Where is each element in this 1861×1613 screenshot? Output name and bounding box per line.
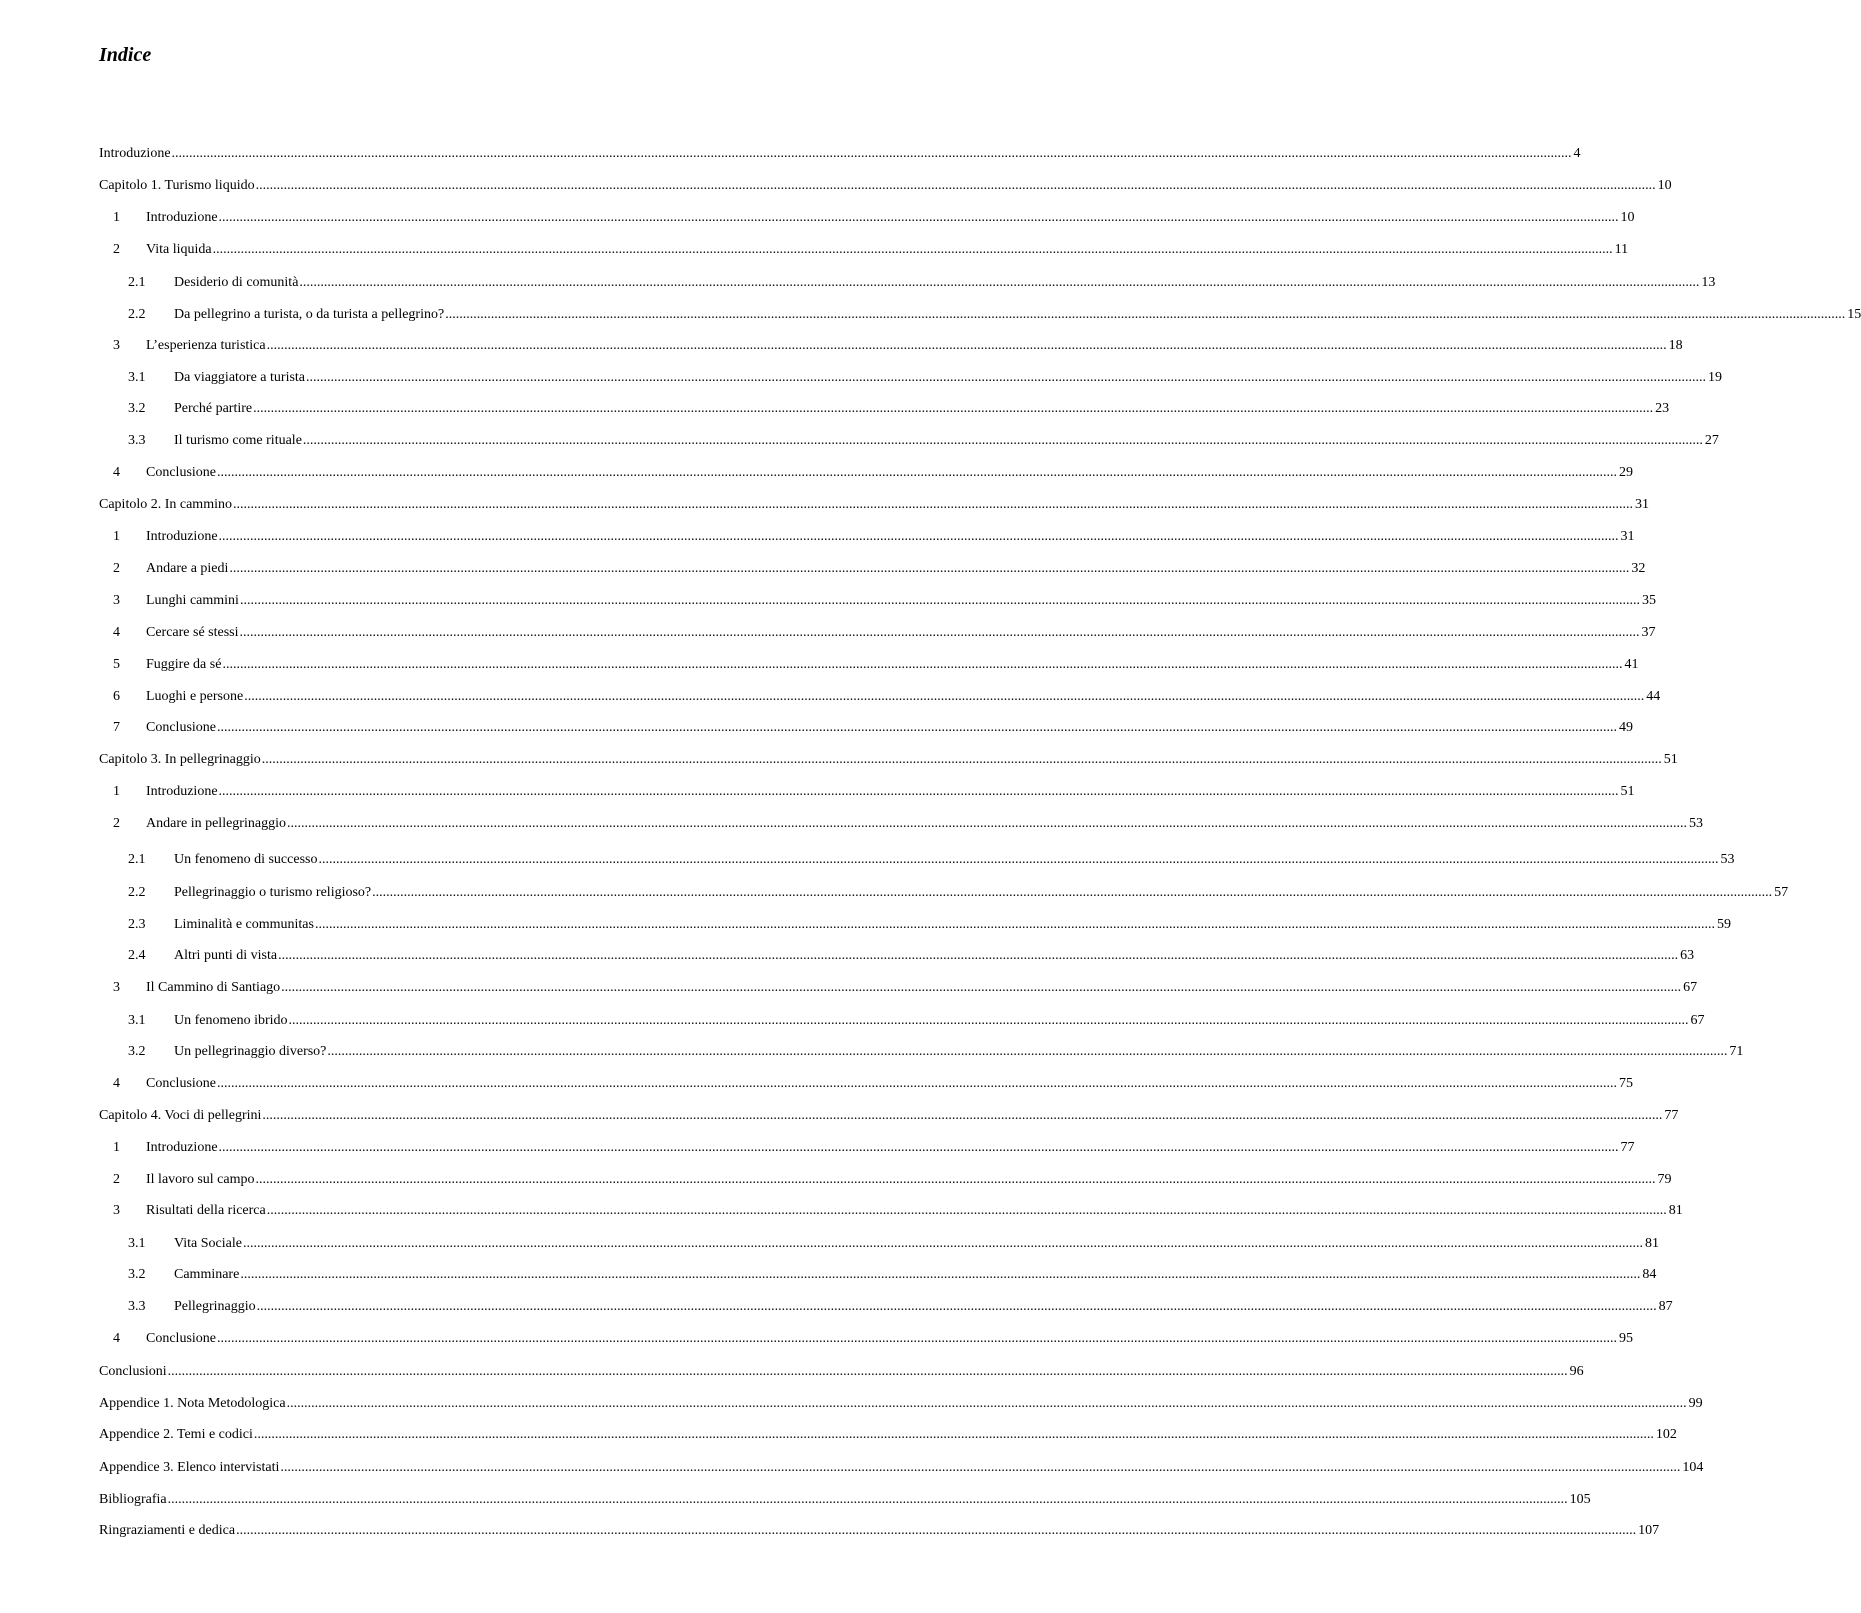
dot-leader: ................................................................................................................................................................................................................................................................................................................................................................................................................	[261, 752, 1662, 767]
dot-leader: ................................................................................................................................................................................................................................................................................................................................................................................................................	[217, 1076, 1617, 1091]
dot-leader: ................................................................................................................................................................................................................................................................................................................................................................................................................	[218, 529, 1619, 544]
dot-leader: ................................................................................................................................................................................................................................................................................................................................................................................................................	[278, 948, 1679, 963]
toc-entry-number: 3.1	[128, 370, 146, 385]
toc-entry-page: 13	[1701, 275, 1716, 290]
dot-leader: ................................................................................................................................................................................................................................................................................................................................................................................................................	[255, 178, 1656, 193]
toc-entry[interactable]	[0, 1264, 1657, 1286]
toc-entry-page: 57	[1774, 885, 1789, 900]
toc-entry-number: 4	[113, 465, 120, 480]
toc-entry-title: L’esperienza turistica	[146, 338, 266, 353]
toc-entry-number: 3.2	[128, 1044, 146, 1059]
page-title: Indice	[99, 44, 152, 66]
dot-leader: ................................................................................................................................................................................................................................................................................................................................................................................................................	[255, 1172, 1656, 1187]
dot-leader: ................................................................................................................................................................................................................................................................................................................................................................................................................	[266, 338, 1667, 353]
toc-entry-title: Vita Sociale	[174, 1236, 242, 1251]
toc-entry[interactable]	[0, 430, 1719, 452]
toc-entry[interactable]	[0, 882, 1789, 904]
toc-entry[interactable]	[0, 622, 1656, 644]
toc-entry-title: Da pellegrino a turista, o da turista a pellegrino?	[174, 307, 445, 322]
toc-entry-title: Conclusione	[146, 720, 216, 735]
dot-leader: ................................................................................................................................................................................................................................................................................................................................................................................................................	[288, 1013, 1689, 1028]
toc-entry-page: 79	[1657, 1172, 1672, 1187]
dot-leader: ................................................................................................................................................................................................................................................................................................................................................................................................................	[256, 1299, 1657, 1314]
toc-entry-number: 1	[113, 784, 120, 799]
toc-entry-page: 67	[1690, 1013, 1705, 1028]
toc-entry-number: 2.2	[128, 307, 146, 322]
toc-entry[interactable]	[0, 1200, 1683, 1222]
toc-entry[interactable]	[0, 749, 1678, 771]
dot-leader: ................................................................................................................................................................................................................................................................................................................................................................................................................	[171, 146, 1572, 161]
toc-entry[interactable]	[0, 717, 1633, 739]
toc-entry[interactable]	[0, 781, 1635, 803]
toc-entry-page: 104	[1682, 1460, 1704, 1475]
toc-entry[interactable]	[0, 272, 1716, 294]
toc-entry[interactable]	[0, 239, 1629, 261]
toc-entry-title: Capitolo 4. Voci di pellegrini	[99, 1108, 262, 1123]
dot-leader: ................................................................................................................................................................................................................................................................................................................................................................................................................	[286, 816, 1687, 831]
dot-leader: ................................................................................................................................................................................................................................................................................................................................................................................................................	[217, 720, 1617, 735]
toc-entry[interactable]	[0, 654, 1639, 676]
toc-entry-page: 41	[1624, 657, 1639, 672]
toc-entry-number: 2	[113, 816, 120, 831]
toc-entry[interactable]	[0, 398, 1670, 420]
dot-leader: ................................................................................................................................................................................................................................................................................................................................................................................................................	[212, 242, 1613, 257]
toc-entry[interactable]	[0, 1041, 1744, 1063]
toc-entry-number: 1	[113, 210, 120, 225]
dot-leader: ................................................................................................................................................................................................................................................................................................................................................................................................................	[167, 1364, 1568, 1379]
toc-entry-title: Pellegrinaggio o turismo religioso?	[174, 885, 372, 900]
toc-entry[interactable]	[0, 945, 1695, 967]
toc-entry[interactable]	[0, 1361, 1584, 1383]
toc-entry-title: Introduzione	[146, 210, 218, 225]
toc-entry[interactable]	[0, 1073, 1633, 1095]
toc-entry[interactable]	[0, 1137, 1635, 1159]
toc-entry[interactable]	[0, 977, 1698, 999]
dot-leader: ................................................................................................................................................................................................................................................................................................................................................................................................................	[372, 885, 1773, 900]
dot-leader: ................................................................................................................................................................................................................................................................................................................................................................................................................	[244, 689, 1645, 704]
toc-entry-number: 6	[113, 689, 120, 704]
toc-entry[interactable]	[0, 1010, 1705, 1032]
toc-entry[interactable]	[0, 367, 1723, 389]
dot-leader: ................................................................................................................................................................................................................................................................................................................................................................................................................	[302, 433, 1703, 448]
toc-entry-number: 3	[113, 593, 120, 608]
toc-entry-page: 96	[1569, 1364, 1584, 1379]
toc-entry-title: Perché partire	[174, 401, 253, 416]
toc-entry-title: Capitolo 1. Turismo liquido	[99, 178, 255, 193]
toc-entry-number: 2.1	[128, 275, 146, 290]
dot-leader: ................................................................................................................................................................................................................................................................................................................................................................................................................	[217, 1331, 1617, 1346]
toc-entry[interactable]	[0, 1457, 1704, 1479]
dot-leader: ................................................................................................................................................................................................................................................................................................................................................................................................................	[253, 401, 1654, 416]
toc-entry-page: 32	[1631, 561, 1646, 576]
toc-entry-page: 4	[1573, 146, 1581, 161]
dot-leader: ................................................................................................................................................................................................................................................................................................................................................................................................................	[217, 465, 1617, 480]
toc-entry-page: 10	[1657, 178, 1672, 193]
toc-entry[interactable]	[0, 175, 1672, 197]
toc-entry-title: Altri punti di vista	[174, 948, 278, 963]
toc-entry-number: 2.2	[128, 885, 146, 900]
toc-entry-title: Introduzione	[146, 529, 218, 544]
toc-entry-title: Conclusioni	[99, 1364, 167, 1379]
toc-entry[interactable]	[0, 1233, 1659, 1255]
toc-entry-page: 67	[1683, 980, 1698, 995]
toc-entry-page: 15	[1847, 307, 1861, 322]
toc-entry-title: Pellegrinaggio	[174, 1299, 256, 1314]
toc-entry[interactable]	[0, 686, 1661, 708]
dot-leader: ................................................................................................................................................................................................................................................................................................................................................................................................................	[236, 1523, 1637, 1538]
toc-entry-title: Conclusione	[146, 1076, 216, 1091]
toc-entry[interactable]	[0, 1296, 1673, 1318]
toc-entry[interactable]	[0, 494, 1649, 516]
toc-entry-page: 75	[1619, 1076, 1633, 1091]
toc-entry[interactable]	[0, 1520, 1660, 1542]
toc-entry-page: 102	[1655, 1427, 1677, 1442]
toc-entry[interactable]	[0, 335, 1683, 357]
toc-entry-title: Appendice 1. Nota Metodologica	[99, 1396, 286, 1411]
dot-leader: ................................................................................................................................................................................................................................................................................................................................................................................................................	[229, 561, 1630, 576]
toc-entry-page: 53	[1688, 816, 1703, 831]
dot-leader: ................................................................................................................................................................................................................................................................................................................................................................................................................	[232, 497, 1633, 512]
toc-entry-title: Conclusione	[146, 465, 216, 480]
dot-leader: ................................................................................................................................................................................................................................................................................................................................................................................................................	[327, 1044, 1728, 1059]
toc-entry-page: 11	[1614, 242, 1629, 257]
toc-entry-number: 3	[113, 338, 120, 353]
dot-leader: ................................................................................................................................................................................................................................................................................................................................................................................................................	[253, 1427, 1654, 1442]
toc-entry-title: Camminare	[174, 1267, 240, 1282]
toc-entry[interactable]	[0, 526, 1635, 548]
toc-entry-number: 3.1	[128, 1236, 146, 1251]
toc-entry-number: 3.2	[128, 401, 146, 416]
toc-entry-title: Un fenomeno di successo	[174, 852, 318, 867]
toc-entry-title: Appendice 2. Temi e codici	[99, 1427, 253, 1442]
toc-entry-title: Lunghi cammini	[146, 593, 239, 608]
toc-entry-title: Capitolo 2. In cammino	[99, 497, 232, 512]
toc-entry-number: 7	[113, 720, 120, 735]
dot-leader: ................................................................................................................................................................................................................................................................................................................................................................................................................	[218, 784, 1619, 799]
toc-entry-number: 4	[113, 1076, 120, 1091]
toc-entry-page: 53	[1720, 852, 1735, 867]
toc-entry[interactable]	[0, 1169, 1672, 1191]
dot-leader: ................................................................................................................................................................................................................................................................................................................................................................................................................	[266, 1203, 1667, 1218]
toc-entry-page: 63	[1680, 948, 1695, 963]
toc-entry-number: 3.3	[128, 1299, 146, 1314]
toc-entry[interactable]	[0, 1328, 1633, 1350]
toc-entry-page: 77	[1620, 1140, 1635, 1155]
toc-entry[interactable]	[0, 1489, 1591, 1511]
toc-entry-title: Da viaggiatore a turista	[174, 370, 306, 385]
dot-leader: ................................................................................................................................................................................................................................................................................................................................................................................................................	[239, 625, 1640, 640]
toc-entry-page: 99	[1688, 1396, 1703, 1411]
toc-entry-number: 4	[113, 625, 120, 640]
toc-entry-number: 3	[113, 1203, 120, 1218]
toc-entry-title: Andare in pellegrinaggio	[146, 816, 286, 831]
toc-entry[interactable]	[0, 1105, 1679, 1127]
toc-entry-title: Un fenomeno ibrido	[174, 1013, 288, 1028]
toc-entry-title: Conclusione	[146, 1331, 216, 1346]
dot-leader: ................................................................................................................................................................................................................................................................................................................................................................................................................	[239, 593, 1640, 608]
toc-entry[interactable]	[0, 914, 1731, 936]
toc-entry-title: Liminalità e communitas	[174, 917, 314, 932]
dot-leader: ................................................................................................................................................................................................................................................................................................................................................................................................................	[286, 1396, 1687, 1411]
toc-entry-page: 71	[1729, 1044, 1744, 1059]
dot-leader: ................................................................................................................................................................................................................................................................................................................................................................................................................	[262, 1108, 1663, 1123]
toc-entry[interactable]	[0, 304, 1861, 326]
toc-entry-number: 1	[113, 529, 120, 544]
toc-entry-title: Cercare sé stessi	[146, 625, 239, 640]
toc-entry[interactable]	[0, 558, 1646, 580]
dot-leader: ................................................................................................................................................................................................................................................................................................................................................................................................................	[281, 980, 1682, 995]
toc-entry-title: Luoghi e persone	[146, 689, 244, 704]
toc-entry[interactable]	[0, 813, 1703, 835]
toc-entry-page: 27	[1704, 433, 1719, 448]
toc-entry-page: 81	[1644, 1236, 1659, 1251]
toc-entry-number: 3	[113, 980, 120, 995]
toc-entry[interactable]	[0, 849, 1735, 871]
dot-leader: ................................................................................................................................................................................................................................................................................................................................................................................................................	[242, 1236, 1643, 1251]
dot-leader: ................................................................................................................................................................................................................................................................................................................................................................................................................	[240, 1267, 1641, 1282]
toc-entry[interactable]	[0, 462, 1633, 484]
toc-entry-page: 31	[1634, 497, 1649, 512]
toc-entry-page: 37	[1641, 625, 1656, 640]
toc-entry-number: 2	[113, 1172, 120, 1187]
toc-entry-title: Desiderio di comunità	[174, 275, 299, 290]
toc-entry-title: Fuggire da sé	[146, 657, 222, 672]
toc-entry-page: 35	[1641, 593, 1656, 608]
toc-entry-title: Capitolo 3. In pellegrinaggio	[99, 752, 261, 767]
toc-entry-number: 2.4	[128, 948, 146, 963]
dot-leader: ................................................................................................................................................................................................................................................................................................................................................................................................................	[299, 275, 1700, 290]
toc-entry-title: Bibliografia	[99, 1492, 167, 1507]
toc-entry-title: Il lavoro sul campo	[146, 1172, 255, 1187]
toc-entry[interactable]	[0, 1393, 1703, 1415]
dot-leader: ................................................................................................................................................................................................................................................................................................................................................................................................................	[445, 307, 1846, 322]
toc-entry-page: 51	[1663, 752, 1678, 767]
toc-entry-page: 23	[1655, 401, 1670, 416]
toc-entry-number: 5	[113, 657, 120, 672]
dot-leader: ................................................................................................................................................................................................................................................................................................................................................................................................................	[222, 657, 1623, 672]
toc-entry-page: 105	[1569, 1492, 1591, 1507]
toc-entry-page: 10	[1620, 210, 1635, 225]
toc-entry-page: 107	[1638, 1523, 1660, 1538]
toc-entry-number: 4	[113, 1331, 120, 1346]
toc-entry-page: 84	[1642, 1267, 1657, 1282]
toc-entry-title: Risultati della ricerca	[146, 1203, 266, 1218]
toc-entry-title: Un pellegrinaggio diverso?	[174, 1044, 327, 1059]
toc-entry-title: Il Cammino di Santiago	[146, 980, 281, 995]
toc-entry[interactable]	[0, 207, 1635, 229]
toc-entry-page: 77	[1664, 1108, 1679, 1123]
toc-entry-number: 3.2	[128, 1267, 146, 1282]
toc-entry-number: 1	[113, 1140, 120, 1155]
toc-entry-page: 44	[1646, 689, 1661, 704]
toc-entry-page: 59	[1716, 917, 1731, 932]
dot-leader: ................................................................................................................................................................................................................................................................................................................................................................................................................	[218, 210, 1619, 225]
toc-entry-page: 19	[1708, 370, 1723, 385]
dot-leader: ................................................................................................................................................................................................................................................................................................................................................................................................................	[280, 1460, 1681, 1475]
toc-entry-title: Introduzione	[146, 1140, 218, 1155]
toc-entry-page: 18	[1668, 338, 1683, 353]
toc-entry-page: 29	[1619, 465, 1633, 480]
toc-entry-title: Appendice 3. Elenco intervistati	[99, 1460, 280, 1475]
toc-entry-title: Vita liquida	[146, 242, 212, 257]
toc-entry-number: 2.3	[128, 917, 146, 932]
toc-entry-title: Ringraziamenti e dedica	[99, 1523, 236, 1538]
toc-entry-title: Introduzione	[99, 146, 171, 161]
toc-entry-page: 87	[1658, 1299, 1673, 1314]
dot-leader: ................................................................................................................................................................................................................................................................................................................................................................................................................	[167, 1492, 1568, 1507]
dot-leader: ................................................................................................................................................................................................................................................................................................................................................................................................................	[218, 1140, 1619, 1155]
toc-entry-title: Introduzione	[146, 784, 218, 799]
toc-entry-title: Andare a piedi	[146, 561, 229, 576]
toc-entry[interactable]	[0, 590, 1656, 612]
toc-entry-page: 95	[1619, 1331, 1633, 1346]
toc-entry-title: Il turismo come rituale	[174, 433, 302, 448]
dot-leader: ................................................................................................................................................................................................................................................................................................................................................................................................................	[306, 370, 1707, 385]
toc-entry-number: 3.1	[128, 1013, 146, 1028]
toc-entry-page: 31	[1620, 529, 1635, 544]
toc-entry-page: 51	[1620, 784, 1635, 799]
dot-leader: ................................................................................................................................................................................................................................................................................................................................................................................................................	[314, 917, 1715, 932]
toc-entry-page: 81	[1668, 1203, 1683, 1218]
toc-entry[interactable]	[0, 1424, 1677, 1446]
toc-entry-number: 2	[113, 561, 120, 576]
toc-entry-number: 3.3	[128, 433, 146, 448]
toc-entry-number: 2	[113, 242, 120, 257]
dot-leader: ................................................................................................................................................................................................................................................................................................................................................................................................................	[318, 852, 1719, 867]
toc-entry[interactable]	[0, 143, 1581, 165]
toc-entry-number: 2.1	[128, 852, 146, 867]
toc-entry-page: 49	[1619, 720, 1633, 735]
